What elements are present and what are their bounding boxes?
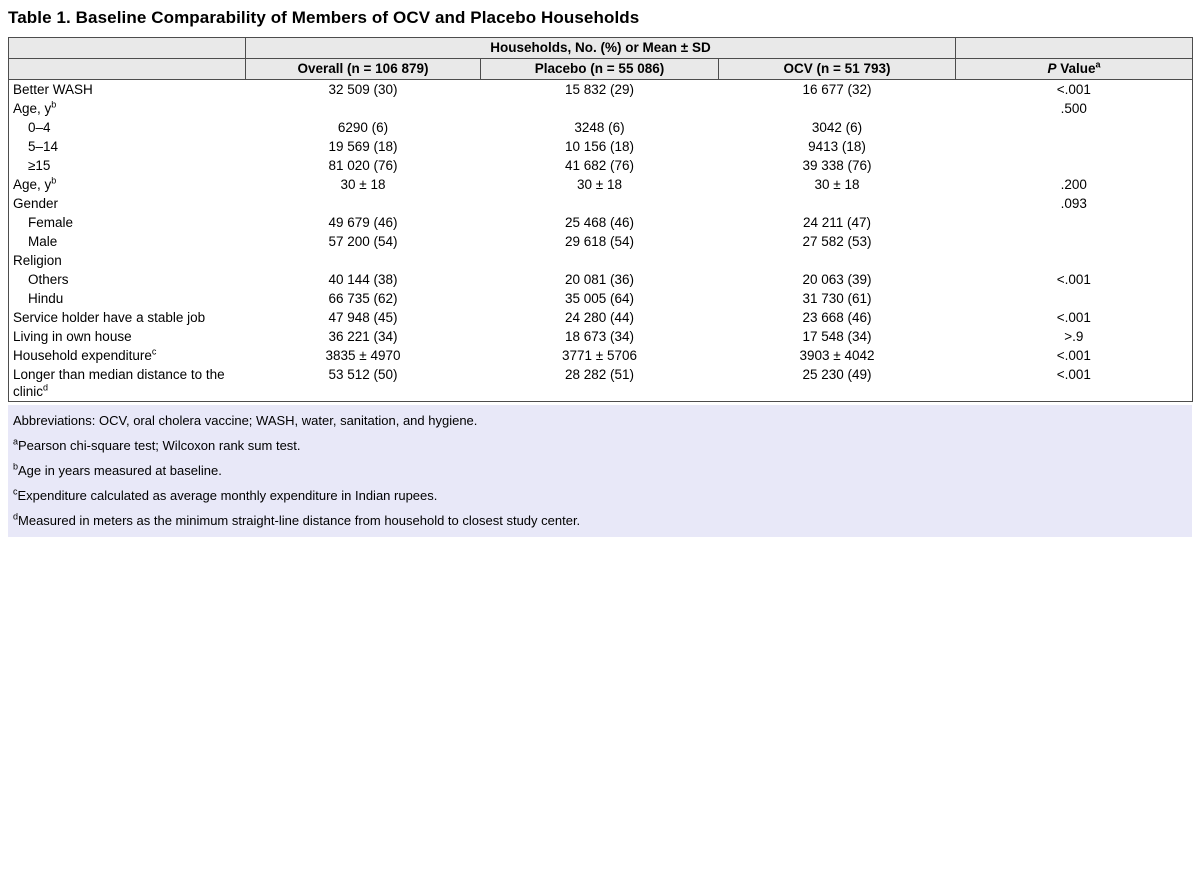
row-label-text: Age, y — [13, 177, 52, 192]
row-label — [9, 80, 246, 100]
row-label — [9, 270, 246, 289]
table-header — [9, 38, 1193, 80]
placebo-value: 20 081 (36) — [564, 272, 635, 287]
table-row — [9, 80, 1193, 100]
header-pvalue-cell — [956, 59, 1193, 80]
overall-value — [246, 251, 481, 270]
row-label — [9, 118, 246, 137]
table-row — [9, 156, 1193, 175]
overall-value: 6290 (6) — [337, 120, 389, 135]
ocv-value: 9413 (18) — [808, 139, 866, 154]
placebo-value: 41 682 (76) — [564, 158, 635, 173]
p-value — [956, 118, 1193, 137]
row-label-text: Male — [28, 234, 58, 249]
ocv-value — [719, 194, 956, 213]
table-row — [9, 213, 1193, 232]
p-value — [956, 251, 1193, 270]
table-title: Table 1. Baseline Comparability of Members of OCV and Placebo Households — [8, 8, 640, 27]
header-rowlabel-cell — [9, 59, 246, 80]
row-label-text: Hindu — [28, 291, 64, 306]
header-placebo-cell: Placebo (n = 55 086) — [481, 59, 719, 80]
ocv-value: 3903 ± 4042 — [799, 348, 875, 363]
footnote-c — [13, 488, 1187, 503]
ocv-value: 30 ± 18 — [814, 177, 860, 192]
p-value: >.9 — [1064, 329, 1084, 344]
table-row — [9, 365, 1193, 402]
p-value — [956, 289, 1193, 308]
footnote-abbreviations — [13, 413, 1187, 428]
table-row — [9, 175, 1193, 194]
row-label-text: Living in own house — [13, 329, 132, 344]
ocv-value — [719, 251, 956, 270]
row-label-text: Household expenditure — [13, 348, 152, 363]
ocv-value: 25 230 (49) — [802, 367, 872, 382]
footnote-text: Abbreviations: OCV, oral cholera vaccine; WASH, water, sanitation, and hygiene. — [13, 413, 478, 428]
overall-value: 19 569 (18) — [328, 139, 398, 154]
overall-value — [246, 99, 481, 118]
row-label-text: Female — [28, 215, 74, 230]
row-label — [9, 175, 246, 194]
p-value: <.001 — [1056, 310, 1091, 325]
row-label — [9, 156, 246, 175]
overall-value: 40 144 (38) — [328, 272, 398, 287]
footnote-a — [13, 438, 1187, 453]
placebo-value: 18 673 (34) — [564, 329, 635, 344]
row-label — [9, 289, 246, 308]
placebo-value — [481, 194, 719, 213]
table-row — [9, 327, 1193, 346]
placebo-value: 29 618 (54) — [564, 234, 635, 249]
placebo-value: 30 ± 18 — [577, 177, 622, 192]
ocv-value: 20 063 (39) — [802, 272, 872, 287]
overall-value: 32 509 (30) — [328, 82, 398, 97]
table-row — [9, 251, 1193, 270]
row-label-text: Religion — [13, 253, 62, 268]
footnote-superscript: c — [13, 486, 18, 497]
footnote-superscript: d — [13, 511, 19, 522]
placebo-value: 3771 ± 5706 — [562, 348, 637, 363]
overall-value: 66 735 (62) — [328, 291, 398, 306]
overall-value: 3835 ± 4970 — [325, 348, 401, 363]
row-label — [9, 99, 246, 118]
row-label-text: Gender — [13, 196, 59, 211]
table-row — [9, 346, 1193, 365]
row-label-text: Longer than median distance to the clinic — [13, 367, 225, 399]
row-label-superscript: c — [151, 346, 157, 357]
row-label-text: Better WASH — [13, 82, 93, 97]
placebo-value: 28 282 (51) — [564, 367, 635, 382]
row-label-text: ≥15 — [28, 158, 51, 173]
row-label — [9, 251, 246, 270]
ocv-value: 17 548 (34) — [802, 329, 872, 344]
p-value — [956, 137, 1193, 156]
row-label-text: Age, y — [13, 101, 52, 116]
overall-value: 53 512 (50) — [328, 367, 398, 382]
table-row — [9, 194, 1193, 213]
placebo-value: 3248 (6) — [574, 120, 625, 135]
table-row — [9, 118, 1193, 137]
row-label-text: Others — [28, 272, 69, 287]
footnote-text: Expenditure calculated as average monthly expenditure in Indian rupees. — [17, 488, 438, 503]
header-empty-cell — [9, 38, 246, 59]
p-value: <.001 — [1056, 367, 1091, 382]
placebo-value: 10 156 (18) — [564, 139, 635, 154]
overall-value: 49 679 (46) — [328, 215, 398, 230]
row-label — [9, 327, 246, 346]
ocv-value: 23 668 (46) — [802, 310, 872, 325]
footnote-superscript: a — [13, 436, 19, 447]
row-label-text: Service holder have a stable job — [13, 310, 206, 325]
footnote-b — [13, 463, 1187, 478]
ocv-value — [719, 99, 956, 118]
footnote-d — [13, 513, 1187, 528]
table-row — [9, 289, 1193, 308]
pvalue-label: Value — [1056, 61, 1096, 76]
placebo-value: 25 468 (46) — [564, 215, 635, 230]
placebo-value: 24 280 (44) — [564, 310, 635, 325]
footnote-text: Age in years measured at baseline. — [18, 463, 222, 478]
footnote-text: Measured in meters as the minimum straight-line distance from household to closest study center. — [18, 513, 581, 528]
p-value: .500 — [1060, 101, 1087, 116]
row-label — [9, 137, 246, 156]
p-value — [956, 213, 1193, 232]
header-overall-cell: Overall (n = 106 879) — [246, 59, 481, 80]
footnotes-panel — [8, 405, 1192, 537]
p-value: .093 — [1060, 196, 1087, 211]
p-value — [956, 232, 1193, 251]
overall-value: 36 221 (34) — [328, 329, 398, 344]
header-span-cell: Households, No. (%) or Mean ± SD — [246, 38, 956, 59]
row-label-text: 0–4 — [28, 120, 51, 135]
ocv-value: 39 338 (76) — [802, 158, 872, 173]
row-label-superscript: d — [43, 382, 49, 393]
overall-value: 57 200 (54) — [328, 234, 398, 249]
table-row — [9, 308, 1193, 327]
row-label — [9, 346, 246, 365]
row-label — [9, 308, 246, 327]
ocv-value: 31 730 (61) — [802, 291, 872, 306]
ocv-value: 16 677 (32) — [802, 82, 872, 97]
table-row — [9, 232, 1193, 251]
row-label — [9, 194, 246, 213]
table-row — [9, 270, 1193, 289]
footnote-superscript: b — [13, 461, 19, 472]
placebo-value — [481, 99, 719, 118]
header-empty-cell-right — [956, 38, 1193, 59]
p-value: .200 — [1060, 177, 1087, 192]
overall-value: 47 948 (45) — [328, 310, 398, 325]
placebo-value — [481, 251, 719, 270]
header-ocv-cell: OCV (n = 51 793) — [719, 59, 956, 80]
placebo-value: 15 832 (29) — [564, 82, 635, 97]
row-label-superscript: b — [51, 99, 57, 110]
table-row — [9, 137, 1193, 156]
p-value: <.001 — [1056, 82, 1091, 97]
baseline-comparability-table — [8, 37, 1193, 402]
footnote-text: Pearson chi-square test; Wilcoxon rank sum test. — [18, 438, 301, 453]
ocv-value: 27 582 (53) — [802, 234, 872, 249]
pvalue-superscript: a — [1095, 59, 1101, 70]
row-label — [9, 213, 246, 232]
ocv-value: 3042 (6) — [811, 120, 863, 135]
p-value: <.001 — [1056, 348, 1091, 363]
table-body — [9, 80, 1193, 402]
row-label — [9, 232, 246, 251]
overall-value — [246, 194, 481, 213]
row-label — [9, 365, 246, 402]
p-value — [956, 156, 1193, 175]
overall-value: 30 ± 18 — [340, 177, 386, 192]
p-value: <.001 — [1056, 272, 1091, 287]
row-label-superscript: b — [51, 175, 57, 186]
ocv-value: 24 211 (47) — [802, 215, 872, 230]
header-row-span — [9, 38, 1193, 59]
row-label-text: 5–14 — [28, 139, 59, 154]
placebo-value: 35 005 (64) — [564, 291, 635, 306]
overall-value: 81 020 (76) — [328, 158, 398, 173]
table-row — [9, 99, 1193, 118]
header-row-columns — [9, 59, 1193, 80]
pvalue-italic-p: P — [1047, 61, 1057, 76]
